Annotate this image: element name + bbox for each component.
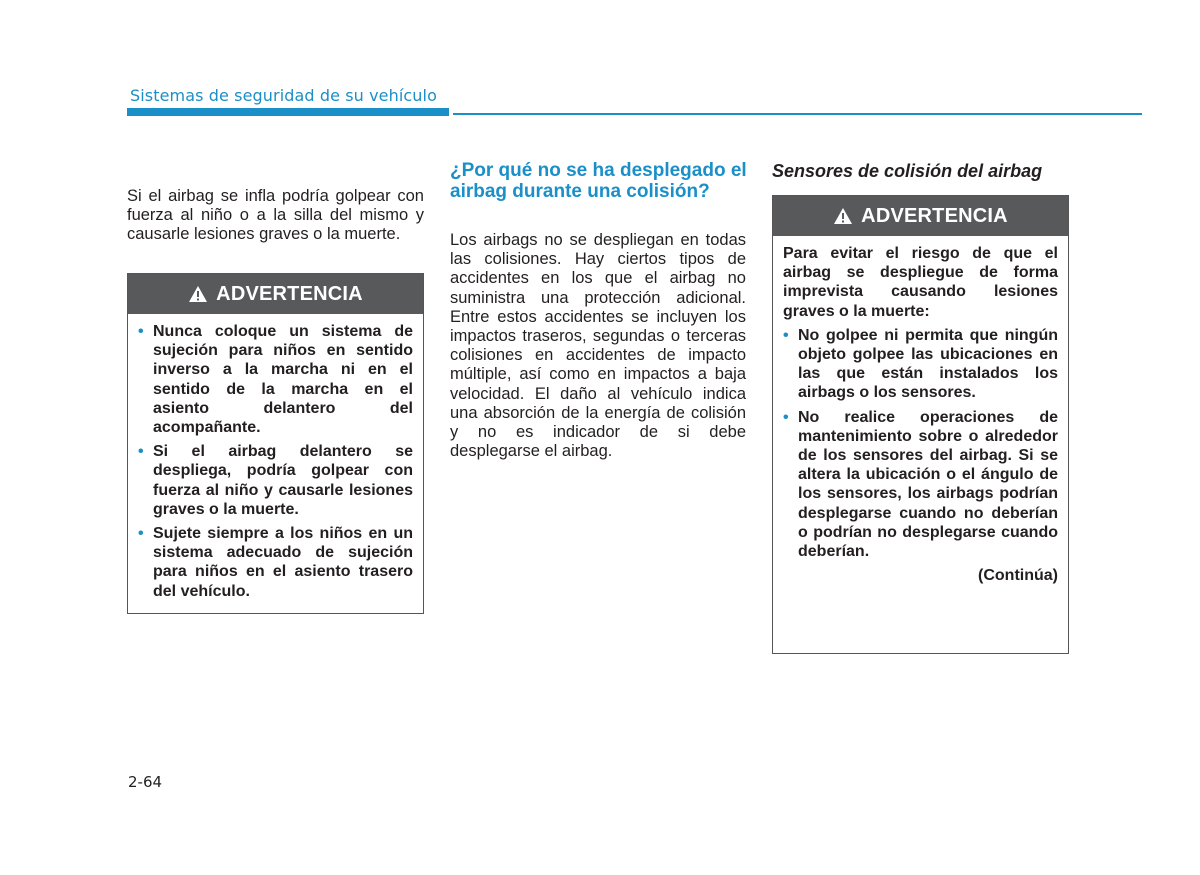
warning-label: ADVERTENCIA <box>861 204 1008 227</box>
warning-item-text: Nunca coloque un sistema de sujeción para niños en sentido inverso a la marcha ni en el sentido de la marcha en el asiento delantero del acompañante. <box>153 323 413 437</box>
warning-item-text: No realice operaciones de mantenimiento sobre o alrededor de los sensores del airbag. Si se altera la ubicación o el ángulo de los sensores, los airbags podrían desplegarse cuando no deberían o podrían no desplegarse cuando deberían. <box>798 408 1058 561</box>
warning-header <box>128 274 423 314</box>
warning-list-item <box>138 442 413 519</box>
warning-list <box>138 322 413 601</box>
bullet-icon: • <box>138 443 144 461</box>
airbag-not-deployed-heading: ¿Por qué no se ha desplegado el airbag durante una colisión? <box>450 160 747 202</box>
warning-list-item <box>783 326 1058 403</box>
warning-content <box>773 236 1068 585</box>
warning-header <box>773 196 1068 236</box>
warning-list-item <box>138 524 413 601</box>
airbag-not-deployed-text: Los airbags no se despliegan en todas las colisiones. Hay ciertos tipos de accidentes en los que el airbag no suministra una protección adicional. Entre estos accidentes se incluyen los impactos traseros, segundas o terceras colisiones en accidentes de impacto múltiple, así como en impactos a baja velocidad. El daño al vehículo indica una absorción de la energía de colisión y no es indicador de si debe desplegarse el airbag. <box>450 231 746 461</box>
warning-box-sensors <box>772 195 1069 654</box>
warning-item-text: Si el airbag delantero se despliega, podría golpear con fuerza al niño y causarle lesiones graves o la muerte. <box>153 443 413 518</box>
header-rule-thick <box>127 108 449 116</box>
bullet-icon: • <box>783 408 789 426</box>
warning-list-item <box>138 322 413 437</box>
warning-item-text: No golpee ni permita que ningún objeto golpee las ubicaciones en las que están instalados los airbags o los sensores. <box>798 326 1058 402</box>
child-airbag-intro-text: Si el airbag se infla podría golpear con fuerza al niño o a la silla del mismo y causarle lesiones graves o la muerte. <box>127 187 424 244</box>
continued-label: (Continúa) <box>978 567 1058 585</box>
warning-list-item <box>783 408 1058 562</box>
warning-item-text: Sujete siempre a los niños en un sistema adecuado de sujeción para niños en el asiento trasero del vehículo. <box>153 525 413 600</box>
bullet-icon: • <box>783 326 789 344</box>
warning-triangle-icon <box>833 207 853 225</box>
warning-label: ADVERTENCIA <box>216 282 363 305</box>
section-title: Sistemas de seguridad de su vehículo <box>130 86 437 105</box>
bullet-icon: • <box>138 525 144 543</box>
bullet-icon: • <box>138 323 144 340</box>
header-rule-thin <box>453 113 1142 115</box>
page-number: 2-64 <box>128 773 163 791</box>
crash-sensors-heading: Sensores de colisión del airbag <box>772 161 1043 181</box>
warning-list <box>783 326 1058 561</box>
warning-content <box>128 314 423 601</box>
warning-triangle-icon <box>188 285 208 303</box>
warning-box-child-seat <box>127 273 424 614</box>
warning-intro-text: Para evitar el riesgo de que el airbag se despliegue de forma imprevista causando lesiones graves o la muerte: <box>783 245 1058 320</box>
